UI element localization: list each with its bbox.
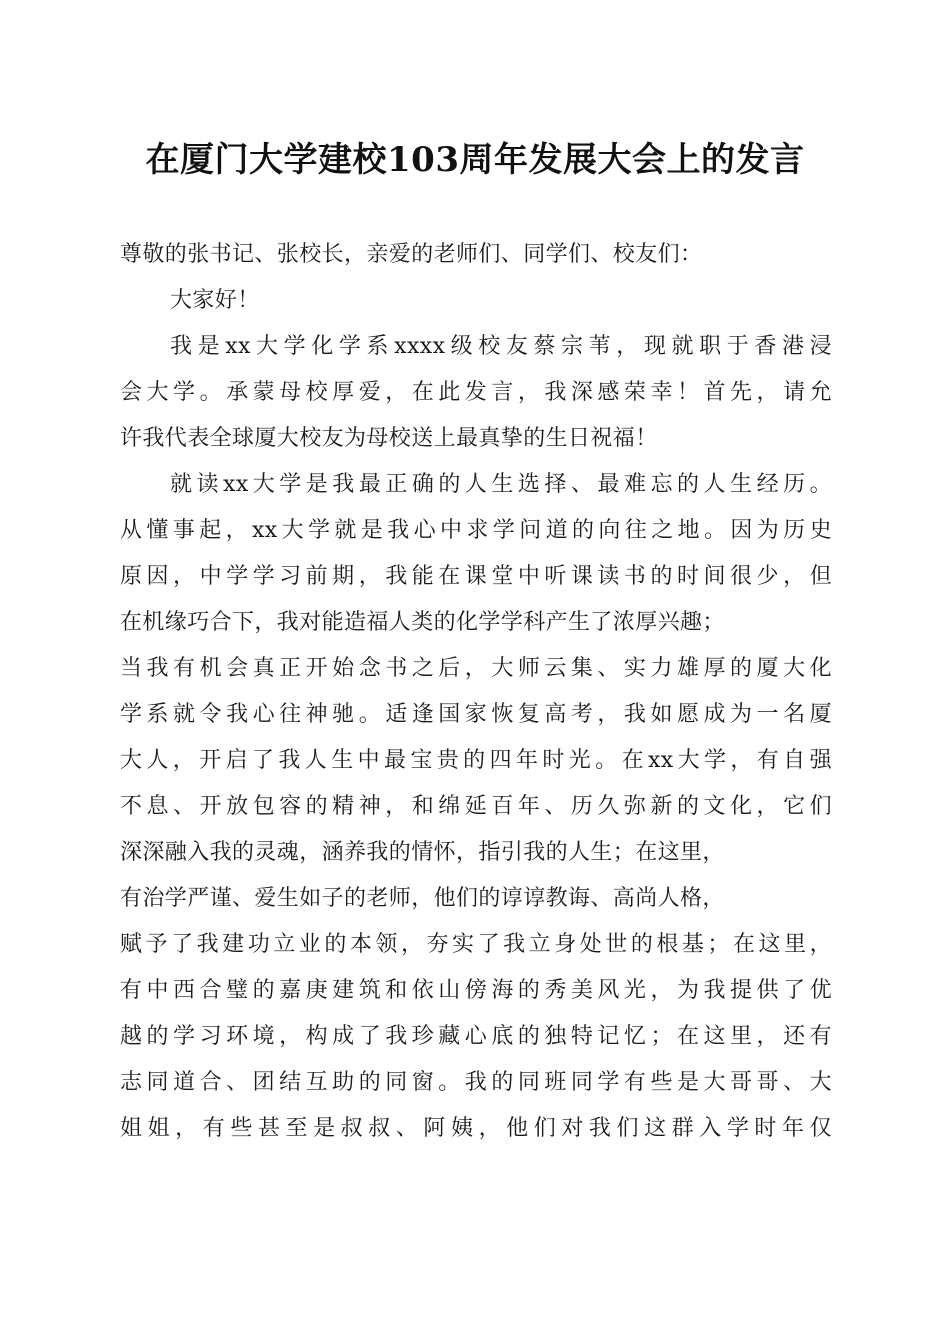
paragraph-line: 在机缘巧合下，我对能造福人类的化学学科产生了浓厚兴趣；: [120, 610, 725, 635]
paragraph-line: 志同道合、团结互助的同窗。我的同班同学有些是大哥哥、大: [120, 1070, 832, 1095]
paragraph-line: 有中西合璧的嘉庚建筑和依山傍海的秀美风光，为我提供了优: [120, 978, 832, 1003]
document-title: 在厦门大学建校103周年发展大会上的发言: [145, 140, 805, 180]
paragraph-line: 会大学。承蒙母校厚爱，在此发言，我深感荣幸！首先，请允: [120, 380, 832, 405]
paragraph-line: 赋予了我建功立业的本领，夯实了我立身处世的根基；在这里，: [120, 932, 832, 957]
paragraph-line: 就读xx大学是我最正确的人生选择、最难忘的人生经历。: [170, 472, 832, 497]
paragraph-line: 从懂事起，xx大学就是我心中求学问道的向往之地。因为历史: [120, 518, 832, 543]
paragraph-line: 越的学习环境，构成了我珍藏心底的独特记忆；在这里，还有: [120, 1024, 832, 1049]
paragraph-line: 深深融入我的灵魂，涵养我的情怀，指引我的人生；在这里，: [120, 840, 725, 865]
paragraph-line: 有治学严谨、爱生如子的老师，他们的谆谆教诲、高尚人格，: [120, 886, 725, 911]
document-body: [120, 232, 832, 1152]
paragraph-line: 学系就令我心往神驰。适逢国家恢复高考，我如愿成为一名厦: [120, 702, 832, 727]
paragraph-line: 许我代表全球厦大校友为母校送上最真挚的生日祝福！: [120, 426, 658, 451]
paragraph-line: 大人，开启了我人生中最宝贵的四年时光。在xx大学，有自强: [120, 748, 832, 773]
paragraph-line: 当我有机会真正开始念书之后，大师云集、实力雄厚的厦大化: [120, 656, 832, 681]
paragraph-line: 我是xx大学化学系xxxx级校友蔡宗苇，现就职于香港浸: [170, 334, 832, 359]
paragraph-line: 不息、开放包容的精神，和绵延百年、历久弥新的文化，它们: [120, 794, 832, 819]
paragraph-line: 原因，中学学习前期，我能在课堂中听课读书的时间很少，但: [120, 564, 832, 589]
salutation-line: 尊敬的张书记、张校长，亲爱的老师们、同学们、校友们：: [120, 242, 703, 267]
greeting-line: 大家好！: [170, 288, 260, 313]
paragraph-line: 姐姐，有些甚至是叔叔、阿姨，他们对我们这群入学时年仅: [120, 1116, 832, 1141]
